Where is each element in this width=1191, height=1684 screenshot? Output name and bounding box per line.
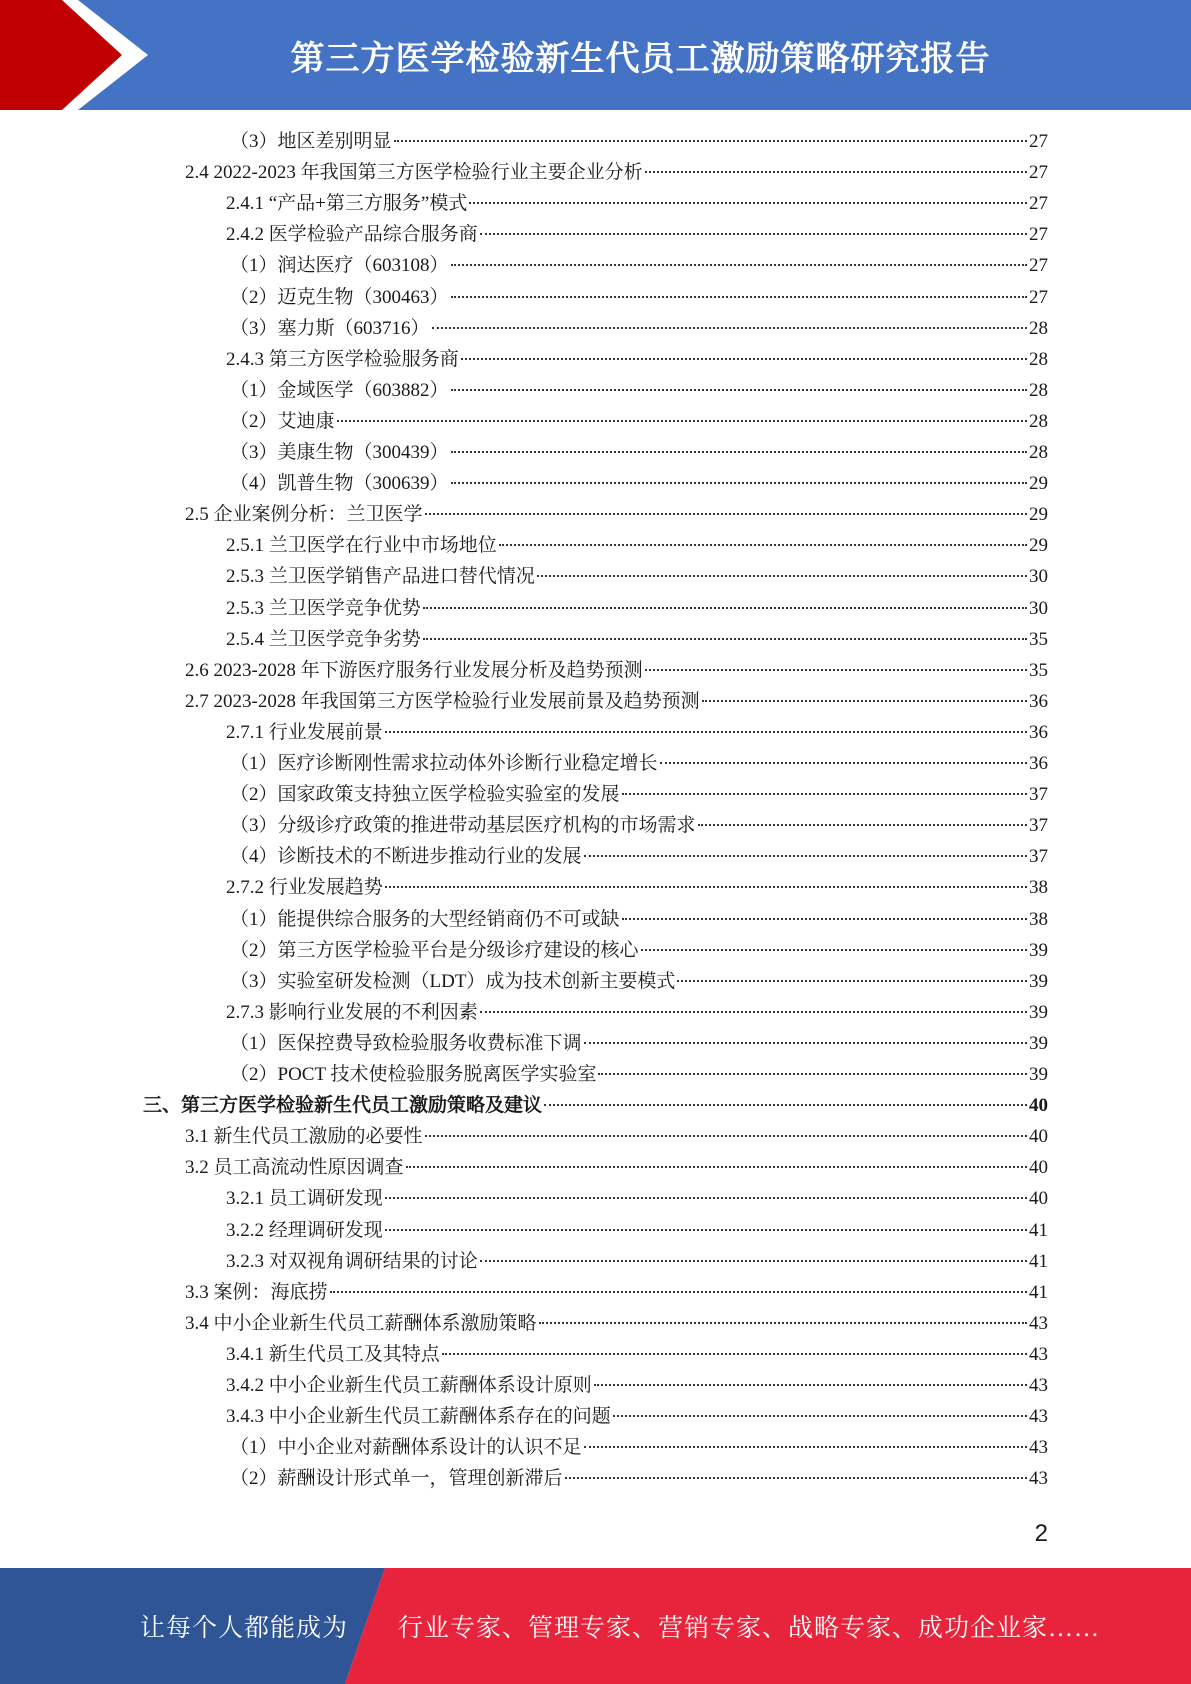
toc-entry-page: 37	[1029, 815, 1048, 837]
toc-entry-page: 43	[1029, 1437, 1048, 1459]
toc-entry-title: 3.2.1 员工调研发现	[226, 1188, 383, 1210]
toc-entry[interactable]	[230, 282, 1048, 313]
toc-entry-title: （3）实验室研发检测（LDT）成为技术创新主要模式	[230, 970, 676, 992]
toc-dot-leader	[584, 1042, 1027, 1044]
toc-entry-page: 41	[1029, 1219, 1048, 1241]
toc-entry-title: 2.6 2023-2028 年下游医疗服务行业发展分析及趋势预测	[185, 659, 643, 681]
toc-entry-page: 35	[1029, 628, 1048, 650]
toc-entry-page: 29	[1029, 504, 1048, 526]
toc-entry-title: 3.1 新生代员工激励的必要性	[185, 1126, 423, 1148]
toc-entry-page: 43	[1029, 1406, 1048, 1428]
toc-entry-title: （3）美康生物（300439）	[230, 442, 449, 463]
toc-dot-leader	[385, 731, 1027, 733]
toc-entry-title: 2.5.3 兰卫医学竞争优势	[226, 597, 421, 619]
toc-dot-leader	[394, 140, 1027, 142]
toc-dot-leader	[423, 638, 1027, 640]
toc-dot-leader	[385, 886, 1027, 888]
toc-entry[interactable]	[226, 1401, 1048, 1432]
toc-entry[interactable]	[143, 1090, 1048, 1121]
toc-dot-leader	[451, 264, 1027, 266]
toc-entry-title: （1）能提供综合服务的大型经销商仍不可或缺	[230, 908, 620, 930]
toc-entry-title: （4）凯普生物（300639）	[230, 473, 449, 495]
toc-entry-page: 40	[1029, 1188, 1048, 1210]
toc-entry-title: 3.4 中小企业新生代员工薪酬体系激励策略	[185, 1312, 537, 1334]
toc-entry-page: 28	[1029, 348, 1048, 370]
toc-entry-page: 37	[1029, 846, 1048, 868]
toc-dot-leader	[565, 1477, 1027, 1479]
toc-entry[interactable]	[226, 717, 1048, 748]
toc-dot-leader	[622, 918, 1027, 920]
toc-dot-leader	[584, 855, 1027, 857]
toc-entry-page: 30	[1029, 566, 1048, 588]
footer-slogan-left: 让每个人都能成为	[140, 1615, 349, 1642]
toc-entry[interactable]	[230, 126, 1048, 157]
toc-dot-leader	[698, 824, 1027, 826]
toc-entry-page: 36	[1029, 690, 1048, 712]
toc-dot-leader	[480, 233, 1027, 235]
toc-dot-leader	[645, 669, 1027, 671]
toc-entry-page: 40	[1029, 1126, 1048, 1148]
page-number: 2	[1034, 1520, 1048, 1547]
toc-entry[interactable]	[226, 219, 1048, 250]
toc-entry-title: 3.4.3 中小企业新生代员工薪酬体系存在的问题	[226, 1406, 611, 1428]
toc-entry-title: 3.3 案例：海底捞	[185, 1281, 328, 1303]
toc-entry-title: （2）薪酬设计形式单一，管理创新滞后	[230, 1468, 563, 1490]
toc-entry-page: 27	[1029, 193, 1048, 215]
toc-entry[interactable]	[230, 748, 1048, 779]
toc-entry[interactable]	[226, 530, 1048, 561]
toc-dot-leader	[406, 1166, 1027, 1168]
toc-entry-page: 29	[1029, 473, 1048, 495]
toc-dot-leader	[539, 1322, 1027, 1324]
toc-dot-leader	[451, 296, 1027, 298]
toc-dot-leader	[425, 513, 1027, 515]
toc-dot-leader	[544, 1104, 1027, 1106]
toc-entry-title: 3.4.2 中小企业新生代员工薪酬体系设计原则	[226, 1375, 592, 1396]
toc-dot-leader	[594, 1384, 1027, 1386]
toc-entry-page: 43	[1029, 1375, 1048, 1396]
toc-entry-title: （2）POCT 技术使检验服务脱离医学实验室	[230, 1064, 597, 1085]
toc-entry-title: （4）诊断技术的不断进步推动行业的发展	[230, 846, 582, 868]
toc-dot-leader	[442, 1353, 1027, 1355]
toc-dot-leader	[451, 451, 1027, 453]
toc-entry[interactable]	[185, 1277, 1048, 1308]
toc-entry-title: （2）第三方医学检验平台是分级诊疗建设的核心	[230, 939, 639, 961]
toc-entry[interactable]	[226, 593, 1048, 624]
toc-entry-page: 27	[1029, 224, 1048, 246]
toc-dot-leader	[425, 1135, 1027, 1137]
toc-entry[interactable]	[230, 1028, 1048, 1059]
toc-entry-page: 28	[1029, 317, 1048, 339]
toc-dot-leader	[598, 1073, 1027, 1075]
toc-entry-page: 41	[1029, 1281, 1048, 1303]
toc-dot-leader	[677, 980, 1027, 982]
toc-entry-page: 35	[1029, 659, 1048, 681]
toc-entry[interactable]	[226, 1246, 1048, 1277]
toc-entry[interactable]	[230, 1432, 1048, 1463]
toc-entry-page: 43	[1029, 1312, 1048, 1334]
toc-entry-title: 2.5 企业案例分析：兰卫医学	[185, 504, 423, 526]
toc-entry-title: 2.4 2022-2023 年我国第三方医学检验行业主要企业分析	[185, 162, 643, 184]
toc-entry[interactable]	[230, 966, 1048, 997]
toc-entry[interactable]	[230, 1463, 1048, 1494]
toc-dot-leader	[451, 389, 1027, 391]
toc-dot-leader	[702, 700, 1027, 702]
toc-entry-title: 3.2.3 对双视角调研结果的讨论	[226, 1250, 478, 1272]
toc-entry-title: 2.5.3 兰卫医学销售产品进口替代情况	[226, 566, 535, 588]
toc-entry[interactable]	[185, 686, 1048, 717]
toc-entry[interactable]	[230, 468, 1048, 499]
toc-entry-title: 2.5.4 兰卫医学竞争劣势	[226, 628, 421, 650]
toc-dot-leader	[641, 949, 1027, 951]
toc-dot-leader	[423, 607, 1027, 609]
toc-entry[interactable]	[226, 344, 1048, 375]
toc-dot-leader	[480, 1011, 1027, 1013]
toc-entry[interactable]	[226, 1183, 1048, 1214]
toc-entry-title: （2）迈克生物（300463）	[230, 286, 449, 308]
toc-entry-title: 2.4.2 医学检验产品综合服务商	[226, 224, 478, 246]
toc-entry-title: 2.5.1 兰卫医学在行业中市场地位	[226, 535, 497, 557]
toc-entry[interactable]	[230, 313, 1048, 344]
toc-entry-page: 40	[1029, 1095, 1048, 1117]
toc-entry[interactable]	[185, 655, 1048, 686]
toc-entry-page: 27	[1029, 255, 1048, 277]
toc-entry[interactable]	[230, 375, 1048, 406]
toc-entry-title: （3）分级诊疗政策的推进带动基层医疗机构的市场需求	[230, 815, 696, 837]
toc-entry-title: （1）润达医疗（603108）	[230, 255, 449, 277]
footer-slogan-right: 行业专家、管理专家、营销专家、战略专家、成功企业家……	[398, 1615, 1101, 1642]
toc-entry[interactable]	[226, 1215, 1048, 1246]
toc-entry[interactable]	[185, 1308, 1048, 1339]
toc-entry-page: 28	[1029, 410, 1048, 432]
toc-entry-page: 39	[1029, 970, 1048, 992]
toc-entry-page: 39	[1029, 1064, 1048, 1085]
toc-entry-page: 36	[1029, 721, 1048, 743]
toc-dot-leader	[645, 171, 1027, 173]
toc-entry-page: 36	[1029, 753, 1048, 774]
toc-entry-title: （1）金域医学（603882）	[230, 379, 449, 401]
toc-dot-leader	[537, 575, 1027, 577]
toc-entry-title: （2）国家政策支持独立医学检验实验室的发展	[230, 784, 620, 806]
toc-entry-page: 39	[1029, 939, 1048, 961]
toc-dot-leader	[622, 793, 1027, 795]
toc-dot-leader	[660, 762, 1027, 764]
toc-entry-title: 2.7.1 行业发展前景	[226, 721, 383, 743]
toc-entry[interactable]	[230, 779, 1048, 810]
toc-entry-page: 37	[1029, 784, 1048, 806]
toc-entry-page: 38	[1029, 877, 1048, 899]
toc-dot-leader	[469, 202, 1027, 204]
toc-dot-leader	[461, 358, 1027, 360]
toc-entry-title: 3.2 员工高流动性原因调查	[185, 1157, 404, 1179]
toc-entry-title: 2.7.2 行业发展趋势	[226, 877, 383, 899]
toc-dot-leader	[480, 1260, 1027, 1262]
toc-entry-title: 3.2.2 经理调研发现	[226, 1219, 383, 1241]
page-footer	[0, 1568, 1191, 1684]
toc-dot-leader	[432, 327, 1027, 329]
toc-entry[interactable]	[226, 188, 1048, 219]
toc-entry[interactable]	[185, 157, 1048, 188]
toc-dot-leader	[330, 1291, 1027, 1293]
toc-entry-page: 39	[1029, 1001, 1048, 1023]
toc-entry[interactable]	[226, 624, 1048, 655]
toc-entry-title: （3）塞力斯（603716）	[230, 317, 430, 339]
toc-entry-title: 2.4.3 第三方医学检验服务商	[226, 348, 459, 370]
toc-entry-page: 30	[1029, 597, 1048, 619]
toc-entry[interactable]	[230, 1059, 1048, 1090]
toc-dot-leader	[451, 482, 1027, 484]
toc-entry[interactable]	[226, 561, 1048, 592]
toc-entry-page: 39	[1029, 1032, 1048, 1054]
toc-entry-page: 41	[1029, 1250, 1048, 1272]
toc-entry[interactable]	[185, 499, 1048, 530]
toc-entry[interactable]	[226, 997, 1048, 1028]
toc-entry[interactable]	[226, 872, 1048, 903]
toc-entry-page: 43	[1029, 1468, 1048, 1490]
toc-entry[interactable]	[230, 406, 1048, 437]
toc-dot-leader	[385, 1197, 1027, 1199]
toc-dot-leader	[499, 544, 1027, 546]
toc-dot-leader	[385, 1229, 1027, 1231]
toc-entry-title: 3.4.1 新生代员工及其特点	[226, 1343, 440, 1365]
toc-entry[interactable]	[226, 1339, 1048, 1370]
toc-entry-title: 2.7.3 影响行业发展的不利因素	[226, 1001, 478, 1023]
toc-dot-leader	[337, 420, 1027, 422]
toc-entry[interactable]	[226, 1370, 1048, 1401]
toc-entry-title: （1）中小企业对薪酬体系设计的认识不足	[230, 1437, 582, 1459]
toc-entry-title: 2.7 2023-2028 年我国第三方医学检验行业发展前景及趋势预测	[185, 690, 700, 712]
toc-entry-page: 27	[1029, 162, 1048, 184]
toc-entry-page: 27	[1029, 131, 1048, 152]
toc-entry-page: 40	[1029, 1157, 1048, 1179]
toc-entry-page: 43	[1029, 1343, 1048, 1365]
page-header	[0, 0, 1191, 110]
toc-entry-page: 27	[1029, 286, 1048, 308]
toc-entry[interactable]	[230, 904, 1048, 935]
toc-dot-leader	[584, 1446, 1027, 1448]
document-title: 第三方医学检验新生代员工激励策略研究报告	[290, 38, 991, 79]
toc-entry[interactable]	[185, 1152, 1048, 1183]
toc-entry-title: （3）地区差别明显	[230, 131, 392, 152]
toc-entry-page: 38	[1029, 908, 1048, 930]
toc-entry[interactable]	[230, 935, 1048, 966]
toc-entry[interactable]	[230, 841, 1048, 872]
toc-entry-title: （2）艾迪康	[230, 410, 335, 432]
toc-entry-title: （1）医疗诊断刚性需求拉动体外诊断行业稳定增长	[230, 753, 658, 774]
toc-entry-title: （1）医保控费导致检验服务收费标准下调	[230, 1032, 582, 1054]
toc-entry[interactable]	[185, 1121, 1048, 1152]
toc-entry[interactable]	[230, 250, 1048, 281]
toc-entry[interactable]	[230, 810, 1048, 841]
toc-entry-title: 三、第三方医学检验新生代员工激励策略及建议	[143, 1095, 543, 1117]
toc-entry-page: 28	[1029, 379, 1048, 401]
toc-entry-title: 2.4.1 “产品+第三方服务”模式	[226, 193, 468, 215]
toc-entry[interactable]	[230, 437, 1048, 468]
toc-dot-leader	[613, 1415, 1027, 1417]
toc-entry-page: 29	[1029, 535, 1048, 557]
toc-entry-page: 28	[1029, 442, 1048, 463]
